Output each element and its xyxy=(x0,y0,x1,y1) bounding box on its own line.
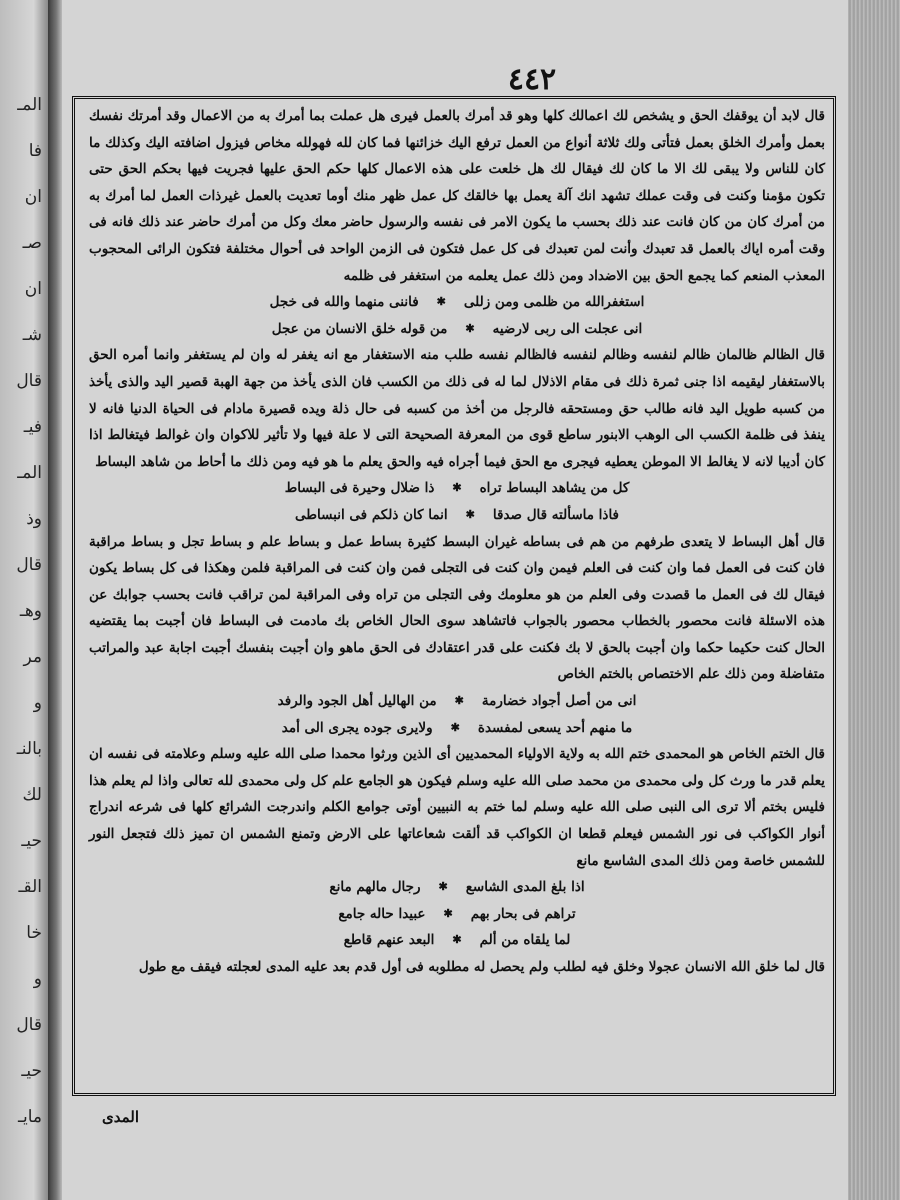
verse-separator-icon: ✱ xyxy=(452,933,462,947)
prose-paragraph: قال لابد أن يوقفك الحق و يشخص لك اعمالك كلها وهو قد أمرك بالعمل فيرى هل عملت بما أمرك به من الاعمال وقد أمرتك نفسك بعمل وأمرك الخلق بعمل فتأتى ولك ثلاثة أنواع من العمل ترفع اليك خزائنها فما كان لله فهولله مخاص فيزول اضافته اليك وكذلك ما كان للناس ولا يبقى لك الا ما كان لك فيقال لك هل خلعت على هذه الاعمال كلها حكم الحق عليها فجريت فيها بحكم الحق حتى تكون مؤمنا وكنت فى وقت عملك تشهد انك آلة يعمل بها خالقك كل عمل ظهر منك أوما تعديت بالعمل غيرذات العمل لما أمرك به من أمرك كان من كان فانت عند ذلك بحسب ما يكون الامر فى نفسه والرسول حاضر معك وكل من أمرك حاضر عند ذلك فانه فى وقت أمره اياك بالعمل قد تعبدك وأنت لمن تعبدك فى كل عمل فتكون فى الزمن الواحد فى أحوال مختلفة فتكون الرائى المحجوب المعذب المنعم كما يجمع الحق بين الاضداد ومن ذلك عمل يعلمه من استغفر فى ظلمه xyxy=(89,108,825,284)
prose-paragraph: قال أهل البساط لا يتعدى طرفهم من هم فى بساطه غيران البسط كثيرة بساط عمل و بساط علم و بساط تجل و بساط مراقبة فان كنت فى العمل فما وان كنت فى العلم فيمن وان كنت فى التجلى فمن وان كنت فى المراقبة فلمن وهكذا فى كل بساط يكون فيقال لك فى العمل ما قصدت وفى العلم من هو معلومك وفى التجلى من تراه وفى المراقبة لمن تراقب فانت بحسب جوابك عن هذه الاسئلة فانت محصور بالخطاب محصور بالجواب فاتشاهد سوى الحال الخاص بك مادمت فى البساط فان أجبت بما يقتضيه الحال كنت حكيما حكما وان أجبت بالحق لا بك فكنت على قدر اعتقادك فى الحق ماهو وان أجبت بنفسك أجبت اجابة عبد والمراتب متفاضلة ومن ذلك علم الاختصاص بالختم الخاص xyxy=(89,533,825,683)
poem xyxy=(89,688,825,741)
left-page-fragment: المـ xyxy=(17,463,42,483)
verse-second-hemistich: رجال مالهم مانع xyxy=(329,879,421,896)
left-page-fragment: و xyxy=(33,969,42,989)
text-body xyxy=(89,103,825,981)
left-page-fragment: قال xyxy=(16,371,42,391)
verse-second-hemistich: من الهاليل أهل الجود والرفد xyxy=(277,693,437,710)
verse-second-hemistich: انما كان ذلكم فى انبساطى xyxy=(294,506,448,523)
left-page-fragment: شـ xyxy=(22,325,42,345)
verse-separator-icon: ✱ xyxy=(436,295,446,309)
book-gutter xyxy=(48,0,62,1200)
prose-paragraph: قال لما خلق الله الانسان عجولا وخلق فيه لطلب ولم يحصل له مطلوبه فى أول قدم بعد عليه المدى لعجلته فيقف مع طول xyxy=(138,959,825,975)
poem xyxy=(89,289,825,342)
verse-first-hemistich: انى من أصل أجواد خضارمة xyxy=(481,693,637,710)
left-page-fragment: قال xyxy=(16,555,42,575)
verse-second-hemistich: فاننى منهما والله فى خجل xyxy=(269,294,419,311)
left-page-fragment: قال xyxy=(16,1015,42,1035)
poem xyxy=(89,475,825,528)
verse-second-hemistich: عبيدا حاله جامع xyxy=(338,905,426,922)
catchword: المدى xyxy=(102,1108,140,1126)
left-page-fragment: فيـ xyxy=(23,417,42,437)
verse-first-hemistich: اذا بلغ المدى الشاسع xyxy=(465,879,585,896)
left-page-fragment: حيـ xyxy=(21,1061,42,1081)
poem-verse xyxy=(285,475,630,502)
book-page xyxy=(62,0,848,1200)
left-page-fragment: وهـ xyxy=(19,601,42,621)
verse-second-hemistich: ولايرى جوده يجرى الى أمد xyxy=(281,719,433,736)
poem-verse xyxy=(270,289,645,316)
adjacent-page-edge xyxy=(0,0,48,1200)
left-page-fragment: مايـ xyxy=(18,1107,42,1127)
left-page-fragment: المـ xyxy=(17,95,42,115)
verse-separator-icon: ✱ xyxy=(438,880,448,894)
left-page-fragment: لك xyxy=(22,785,42,805)
poem-verse xyxy=(329,874,584,901)
verse-separator-icon: ✱ xyxy=(454,694,464,708)
poem-verse xyxy=(272,316,643,343)
verse-separator-icon: ✱ xyxy=(465,321,475,335)
text-frame xyxy=(72,96,836,1096)
prose-paragraph: قال الختم الخاص هو المحمدى ختم الله به ولاية الاولياء المحمديين أى الذين ورثوا محمدا صلى الله عليه وسلم وعلامته فى نفسه ان يعلم قدر ما ورث كل ولى محمدى من محمد صلى الله عليه وسلم فيكون هو الجامع علم كل ولى محمدى لله تعالى واذا لم يعلم هذا فليس بختم ألا ترى الى النبى صلى الله عليه وسلم لما ختم به النبيين أوتى جوامع الكلم واندرجت الشرائع كلها فى شرعه اندراج أنوار الكواكب فى نور الشمس فيعلم قطعا ان الكواكب قد ألقت شعاعاتها على الارض وتمنع الشمس ان تميز ذلك فتجعل النور للشمس خاصة ومن ذلك المدى الشاسع مانع xyxy=(89,746,825,869)
poem-verse xyxy=(282,715,632,742)
verse-second-hemistich: من قوله خلق الانسان من عجل xyxy=(271,320,448,337)
left-page-fragment: خا xyxy=(26,923,42,943)
verse-first-hemistich: ما منهم أحد يسعى لمفسدة xyxy=(477,719,633,736)
verse-separator-icon: ✱ xyxy=(443,906,453,920)
poem xyxy=(89,874,825,954)
verse-first-hemistich: لما يلقاه من ألم xyxy=(479,932,571,949)
verse-separator-icon: ✱ xyxy=(452,481,462,495)
poem-verse xyxy=(344,927,571,954)
poem-verse xyxy=(338,901,575,928)
left-page-fragment: حيـ xyxy=(21,831,42,851)
prose-paragraph: قال الظالم ظالمان ظالم لنفسه وظالم لنفسه فالظالم نفسه طلب منه الاستغفار مع انه يغفر له وان لم يستغفر وانما أمره الحق بالاستغفار ليقيمه اذا جنى ثمرة ذلك فى مقام الاذلال لما له فى ذلك من الكسب فان الذى يأخذ من جهة الهبة قصير اليد والذى يأخذ من كسبه طويل اليد فانه طالب حق ومستحقه فالرجل من أخذ من كسبه فى حال ذلة ويده قصيرة مادام فى الحياة الدنيا فانه لا ينفذ فى ظلمة الكسب الى الوهب الابنور ساطع قوى من المعرفة الصحيحة التى لا علة فيها ولا تأثير للاكوان وان غوالط فيتغالط اذا كان أديبا لانه لا يغالط الا الموطن يعطيه فيجرى مع الحق فيما أجراه فيه والحق يعلم ما هو فيه ومن ذلك ما أحاط من شاهد البساط xyxy=(89,347,825,470)
verse-second-hemistich: البعد عنهم قاطع xyxy=(343,932,435,949)
left-page-fragment: وذ xyxy=(26,509,42,529)
poem-verse xyxy=(295,502,619,529)
verse-separator-icon: ✱ xyxy=(450,720,460,734)
verse-second-hemistich: ذا ضلال وحيرة فى البساط xyxy=(284,480,435,497)
verse-first-hemistich: استغفرالله من ظلمى ومن زللى xyxy=(463,294,645,311)
poem-verse xyxy=(278,688,637,715)
left-page-fragment: ان xyxy=(24,279,42,299)
verse-first-hemistich: تراهم فى بحار بهم xyxy=(470,905,576,922)
verse-separator-icon: ✱ xyxy=(465,507,475,521)
left-page-fragment: بالنـ xyxy=(16,739,42,759)
page-number: ٤٤٢ xyxy=(507,62,557,97)
left-page-fragment: القـ xyxy=(18,877,42,897)
verse-first-hemistich: كل من يشاهد البساط تراه xyxy=(479,480,630,497)
verse-first-hemistich: انى عجلت الى ربى لارضيه xyxy=(492,320,643,337)
verse-first-hemistich: فاذا ماسألته قال صدقا xyxy=(492,506,620,523)
left-page-fragment: مر xyxy=(23,647,42,667)
left-page-fragment: صـ xyxy=(22,233,42,253)
left-page-fragment: و xyxy=(33,693,42,713)
page-edges xyxy=(848,0,900,1200)
left-page-fragment: ان xyxy=(24,187,42,207)
left-page-fragment: فا xyxy=(28,141,42,161)
